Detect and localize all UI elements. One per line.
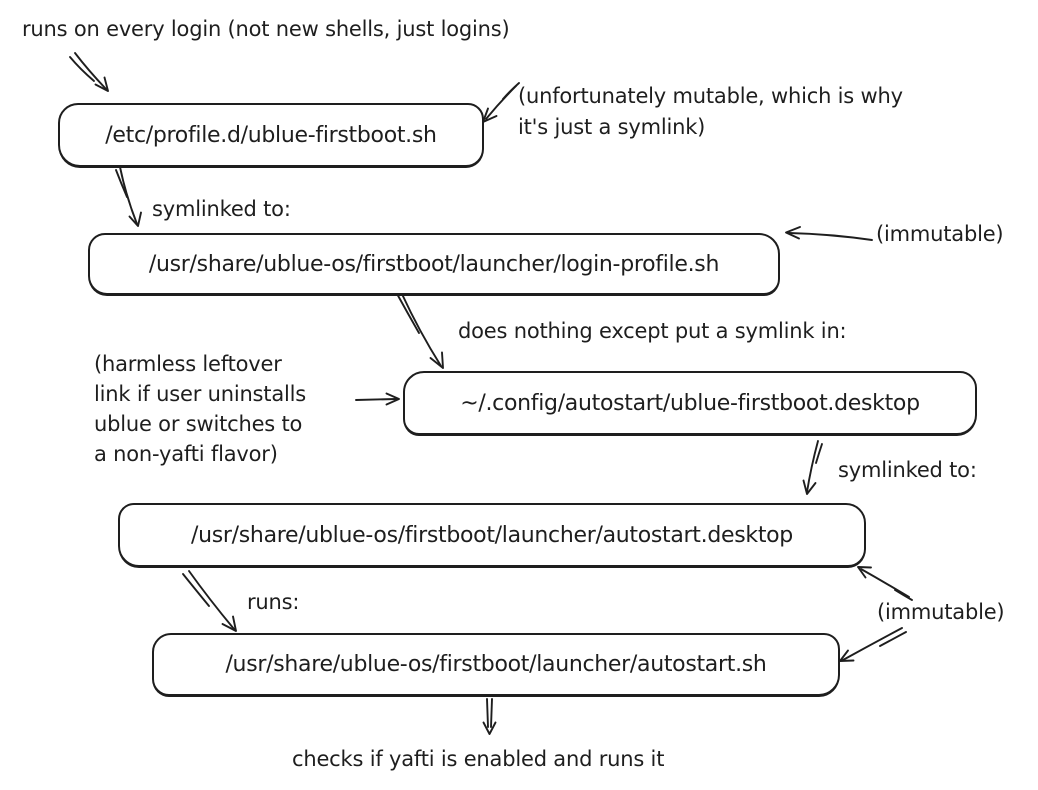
arrow-autostart-script-to-bottom-note — [484, 699, 496, 734]
symlinked-to-label-2 — [838, 455, 977, 486]
arrow-harmless-note-to-autostart-symlink — [356, 394, 399, 405]
node-profile-script — [58, 103, 484, 167]
node-autostart-script — [152, 633, 840, 696]
harmless-annotation-line2: link if user uninstalls — [94, 382, 307, 406]
mutable-annotation-line2: it's just a symlink) — [518, 115, 706, 139]
node-autostart-desktop — [118, 503, 866, 567]
node-autostart-symlink-path: ~/.config/autostart/ublue-firstboot.desktop — [460, 390, 920, 416]
runs-label — [247, 587, 299, 618]
arrow-autostart-symlink-to-autostart-desktop — [804, 441, 823, 494]
immutable-annotation-1 — [876, 219, 1003, 250]
does-nothing-label-text: does nothing except put a symlink in: — [458, 319, 847, 343]
arrow-immutable2-to-autostart-desktop — [858, 567, 912, 600]
harmless-annotation-line4: a non-yafti flavor) — [94, 442, 278, 466]
top-note-text: runs on every login (not new shells, just logins) — [22, 17, 510, 41]
arrow-profile-script-to-login-profile — [116, 167, 141, 226]
arrow-autostart-desktop-to-autostart-script — [183, 571, 236, 631]
node-autostart-script-path: /usr/share/ublue-os/firstboot/launcher/autostart.sh — [225, 652, 767, 677]
symlinked-to-label-1 — [152, 194, 291, 225]
node-autostart-symlink — [403, 371, 977, 435]
node-login-profile — [88, 233, 780, 295]
mutable-annotation — [518, 81, 903, 143]
arrow-immutable1-to-login-profile — [786, 227, 872, 240]
does-nothing-label — [458, 316, 846, 347]
runs-label-text: runs: — [247, 590, 300, 614]
immutable-annotation-2-text: (immutable) — [877, 600, 1005, 624]
harmless-leftover-annotation — [94, 349, 306, 469]
harmless-annotation-line1: (harmless leftover — [94, 352, 282, 376]
arrow-login-profile-to-autostart-symlink — [396, 292, 443, 368]
symlinked-to-label-1-text: symlinked to: — [152, 197, 291, 221]
arrow-immutable2-to-autostart-script — [840, 628, 906, 661]
top-note — [22, 14, 510, 45]
node-autostart-desktop-path: /usr/share/ublue-os/firstboot/launcher/autostart.desktop — [191, 522, 793, 548]
harmless-annotation-line3: ublue or switches to — [94, 412, 303, 436]
immutable-annotation-2 — [877, 597, 1004, 628]
node-profile-script-path: /etc/profile.d/ublue-firstboot.sh — [105, 122, 437, 148]
bottom-note — [292, 744, 664, 775]
immutable-annotation-1-text: (immutable) — [876, 222, 1004, 246]
symlinked-to-label-2-text: symlinked to: — [838, 458, 977, 482]
mutable-annotation-line1: (unfortunately mutable, which is why — [518, 84, 903, 108]
arrow-mutable-note-to-profile-script — [483, 83, 519, 122]
arrow-top-note-to-profile-script — [70, 53, 108, 91]
bottom-note-text: checks if yafti is enabled and runs it — [292, 747, 665, 771]
node-login-profile-path: /usr/share/ublue-os/firstboot/launcher/login-profile.sh — [148, 251, 720, 277]
